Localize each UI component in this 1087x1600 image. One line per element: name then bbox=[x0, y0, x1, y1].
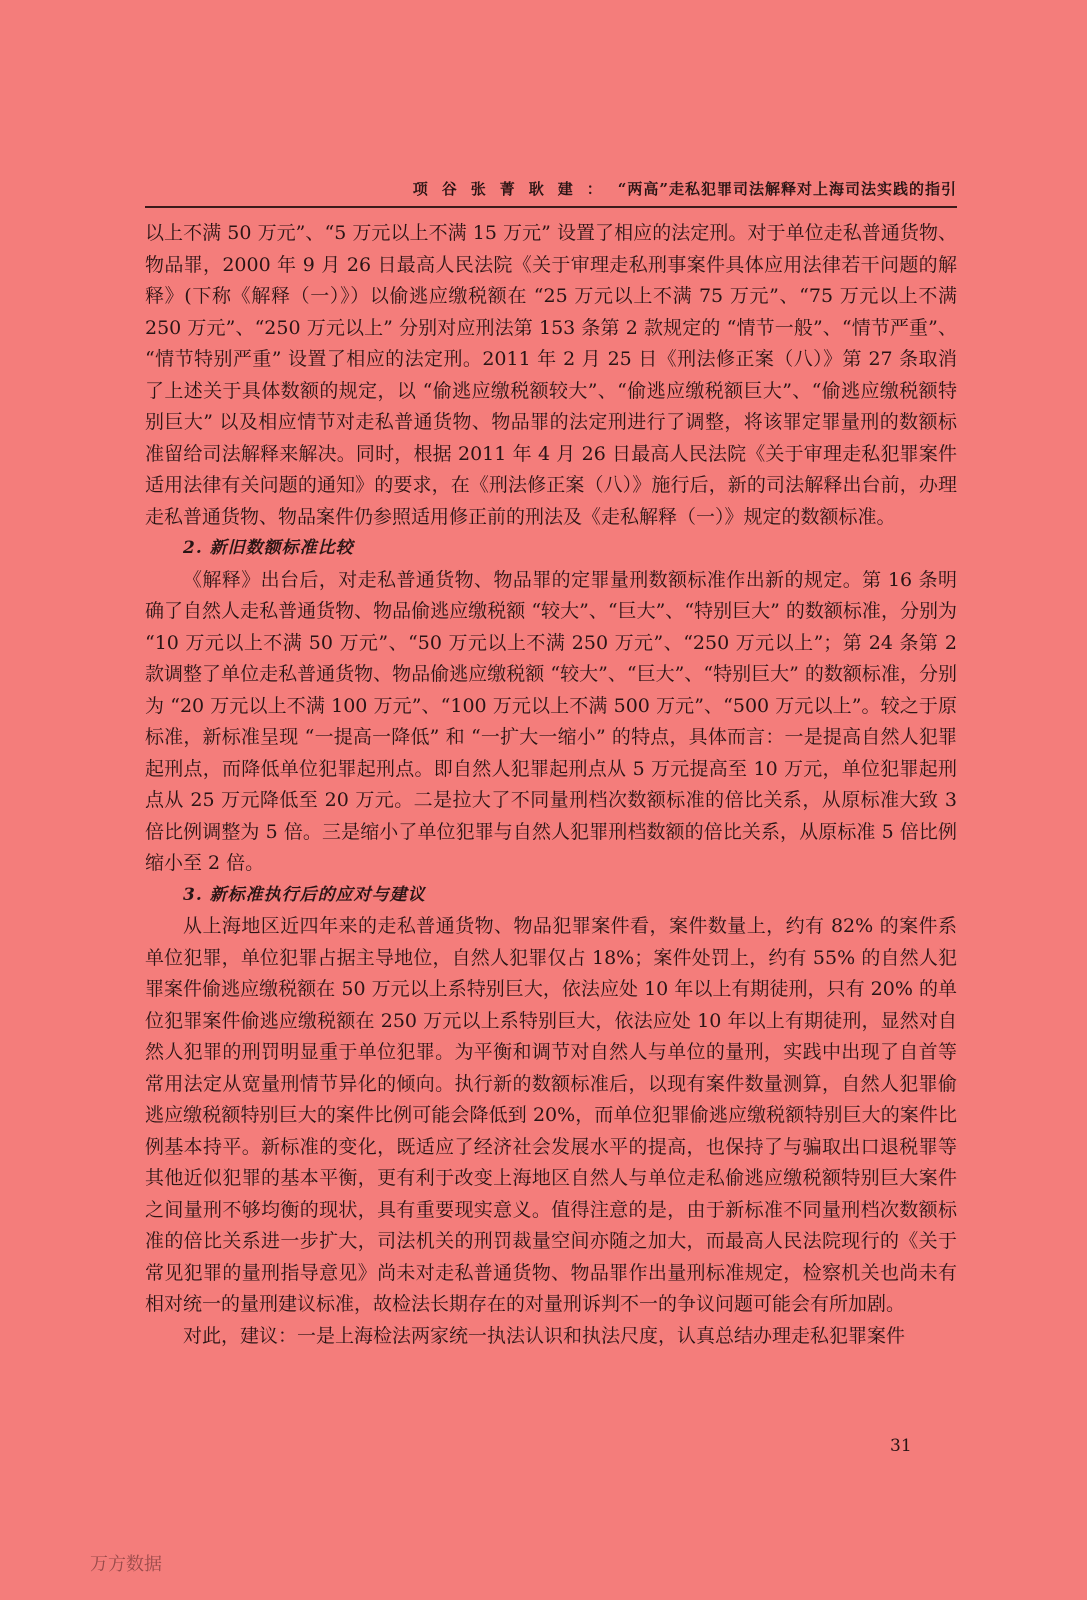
paragraph-3: 从上海地区近四年来的走私普通货物、物品犯罪案件看，案件数量上，约有 82% 的案件系单位犯罪，单位犯罪占据主导地位，自然人犯罪仅占 18%；案件处罚上，约有 55% 的自然人犯罪案件偷逃应缴税额在 50 万元以上系特别巨大，依法应处 10 年以上有期徒刑，只有 20% 的单位犯罪案件偷逃应缴税额在 250 万元以上系特别巨大，依法应处 10 年以上有期徒刑，显然对自然人犯罪的刑罚明显重于单位犯罪。为平衡和调节对自然人与单位的量刑，实践中出现了自首等常用法定从宽量刑情节异化的倾向。执行新的数额标准后，以现有案件数量测算，自然人犯罪偷逃应缴税额特别巨大的案件比例可能会降低到 20%，而单位犯罪偷逃应缴税额特别巨大的案件比例基本持平。新标准的变化，既适应了经济社会发展水平的提高，也保持了与骗取出口退税罪等其他近似犯罪的基本平衡，更有利于改变上海地区自然人与单位走私偷逃应缴税额特别巨大案件之间量刑不够均衡的现状，具有重要现实意义。值得注意的是，由于新标准不同量刑档次数额标准的倍比关系进一步扩大，司法机关的刑罚裁量空间亦随之加大，而最高人民法院现行的《关于常见犯罪的量刑指导意见》尚未对走私普通货物、物品罪作出量刑标准规定，检察机关也尚未有相对统一的量刑建议标准，故检法长期存在的对量刑诉判不一的争议问题可能会有所加剧。 bbox=[145, 915, 957, 1315]
section-heading-3: 3. 新标准执行后的应对与建议 bbox=[183, 884, 426, 905]
watermark: 万方数据 bbox=[90, 1554, 162, 1575]
page-number: 31 bbox=[890, 1436, 912, 1456]
article-body bbox=[145, 218, 957, 1352]
header-title: “两高”走私犯罪司法解释对上海司法实践的指引 bbox=[617, 180, 957, 198]
header-authors: 项谷张菁耿建： bbox=[412, 180, 616, 198]
paragraph-4: 对此，建议：一是上海检法两家统一执法认识和执法尺度，认真总结办理走私犯罪案件 bbox=[183, 1324, 906, 1347]
header-rule bbox=[145, 206, 957, 208]
paragraph-2: 《解释》出台后，对走私普通货物、物品罪的定罪量刑数额标准作出新的规定。第 16 条明确了自然人走私普通货物、物品偷逃应缴税额 “较大”、“巨大”、“特别巨大” 的数额标准，分别为 “10 万元以上不满 50 万元”、“50 万元以上不满 250 万元”、“250 万元以上”；第 24 条第 2 款调整了单位走私普通货物、物品偷逃应缴税额 “较大”、“巨大”、“特别巨大” 的数额标准，分别为 “20 万元以上不满 100 万元”、“100 万元以上不满 500 万元”、“500 万元以上”。较之于原标准，新标准呈现 “一提高一降低” 和 “一扩大一缩小” 的特点，具体而言：一是提高自然人犯罪起刑点，而降低单位犯罪起刑点。即自然人犯罪起刑点从 5 万元提高至 10 万元，单位犯罪起刑点从 25 万元降低至 20 万元。二是拉大了不同量刑档次数额标准的倍比关系，从原标准大致 3 倍比例调整为 5 倍。三是缩小了单位犯罪与自然人犯罪刑档数额的倍比关系，从原标准 5 倍比例缩小至 2 倍。 bbox=[145, 568, 957, 874]
running-header bbox=[145, 178, 957, 199]
paragraph-1: 以上不满 50 万元”、“5 万元以上不满 15 万元” 设置了相应的法定刑。对于单位走私普通货物、物品罪，2000 年 9 月 26 日最高人民法院《关于审理走私刑事案件具体应用法律若干问题的解释》(下称《解释（一）》）以偷逃应缴税额在 “25 万元以上不满 75 万元”、“75 万元以上不满 250 万元”、“250 万元以上” 分别对应刑法第 153 条第 2 款规定的 “情节一般”、“情节严重”、 “情节特别严重” 设置了相应的法定刑。2011 年 2 月 25 日《刑法修正案（八）》第 27 条取消了上述关于具体数额的规定，以 “偷逃应缴税额较大”、“偷逃应缴税额巨大”、“偷逃应缴税额特别巨大” 以及相应情节对走私普通货物、物品罪的法定刑进行了调整，将该罪定罪量刑的数额标准留给司法解释来解决。同时，根据 2011 年 4 月 26 日最高人民法院《关于审理走私犯罪案件适用法律有关问题的通知》的要求，在《刑法修正案（八）》施行后，新的司法解释出台前，办理走私普通货物、物品案件仍参照适用修正前的刑法及《走私解释（一）》规定的数额标准。 bbox=[145, 222, 957, 528]
section-heading-2: 2. 新旧数额标准比较 bbox=[183, 538, 354, 558]
